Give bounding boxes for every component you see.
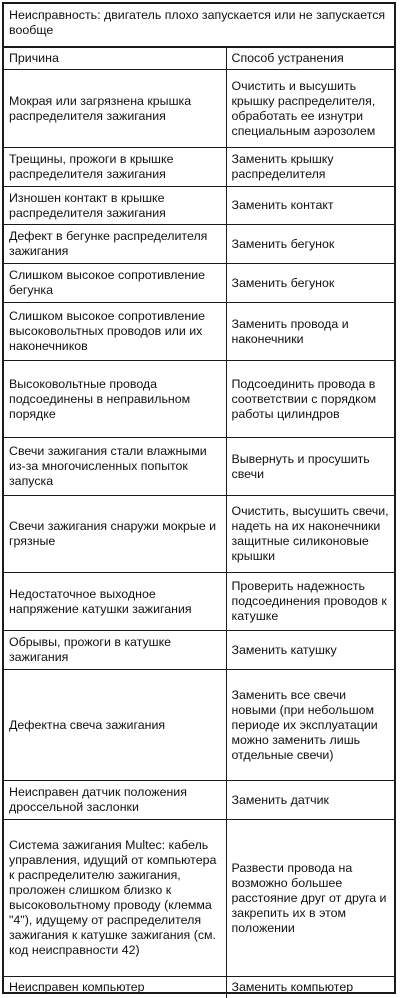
cause-column-header: Причина	[4, 48, 226, 70]
cause-cell: Свечи зажигания стали влажными из-за многочисленных попыток запуска	[4, 438, 226, 496]
remedy-cell: Заменить бегунок	[226, 225, 394, 264]
table-row	[4, 573, 394, 631]
table-row	[4, 670, 394, 781]
cause-cell: Слишком высокое сопротивление высоковольтных проводов или их наконечников	[4, 303, 226, 361]
remedy-cell: Проверить надежность подсоединения проводов к катушке	[226, 573, 394, 631]
remedy-cell: Заменить компьютер	[226, 977, 394, 998]
remedy-cell: Заменить датчик	[226, 781, 394, 820]
fault-table-page	[2, 2, 396, 994]
table-row	[4, 977, 394, 998]
table-row	[4, 70, 394, 148]
table-row	[4, 187, 394, 225]
cause-cell: Высоковольтные провода подсоединены в неправильном порядке	[4, 361, 226, 438]
cause-cell: Недостаточное выходное напряжение катушки зажигания	[4, 573, 226, 631]
cause-cell: Неисправен датчик положения дроссельной заслонки	[4, 781, 226, 820]
cause-cell: Трещины, прожоги в крышке распределителя зажигания	[4, 148, 226, 187]
remedy-cell: Подсоединить провода в соответствии с порядком работы цилиндров	[226, 361, 394, 438]
table-row	[4, 303, 394, 361]
cause-cell: Неисправен компьютер	[4, 977, 226, 998]
table-row	[4, 496, 394, 573]
cause-cell: Мокрая или загрязнена крышка распределителя зажигания	[4, 70, 226, 148]
remedy-cell: Заменить провода и наконечники	[226, 303, 394, 361]
remedy-cell: Заменить крышку распределителя	[226, 148, 394, 187]
cause-cell: Система зажигания Multec: кабель управления, идущий от компьютера к распределителю зажигания, проложен слишком близко к высоковольтному проводу (клемма "4"), идущему от распределителя зажигания к катушке зажигания (см. код неисправности 42)	[4, 820, 226, 977]
table-title: Неисправность: двигатель плохо запускается или не запускается вообще	[4, 4, 394, 48]
remedy-cell: Заменить все свечи новыми (при небольшом периоде их эксплуатации можно заменить лишь отдельные свечи)	[226, 670, 394, 781]
table-row	[4, 781, 394, 820]
fault-table	[4, 48, 394, 998]
remedy-cell: Очистить и высушить крышку распределителя, обработать ее изнутри специальным аэрозолем	[226, 70, 394, 148]
cause-cell: Изношен контакт в крышке распределителя зажигания	[4, 187, 226, 225]
table-row	[4, 820, 394, 977]
cause-cell: Дефект в бегунке распределителя зажигания	[4, 225, 226, 264]
remedy-column-header: Способ устранения	[226, 48, 394, 70]
remedy-cell: Развести провода на возможно большее расстояние друг от друга и закрепить их в этом положении	[226, 820, 394, 977]
table-row	[4, 225, 394, 264]
cause-cell: Дефектна свеча зажигания	[4, 670, 226, 781]
table-row	[4, 148, 394, 187]
table-row	[4, 264, 394, 303]
table-row	[4, 631, 394, 670]
remedy-cell: Заменить катушку	[226, 631, 394, 670]
cause-cell: Слишком высокое сопротивление бегунка	[4, 264, 226, 303]
table-row	[4, 438, 394, 496]
remedy-cell: Заменить контакт	[226, 187, 394, 225]
cause-cell: Обрывы, прожоги в катушке зажигания	[4, 631, 226, 670]
remedy-cell: Очистить, высушить свечи, надеть на их наконечники защитные силиконовые крышки	[226, 496, 394, 573]
remedy-cell: Вывернуть и просушить свечи	[226, 438, 394, 496]
table-row	[4, 361, 394, 438]
remedy-cell: Заменить бегунок	[226, 264, 394, 303]
header-row	[4, 48, 394, 70]
cause-cell: Свечи зажигания снаружи мокрые и грязные	[4, 496, 226, 573]
